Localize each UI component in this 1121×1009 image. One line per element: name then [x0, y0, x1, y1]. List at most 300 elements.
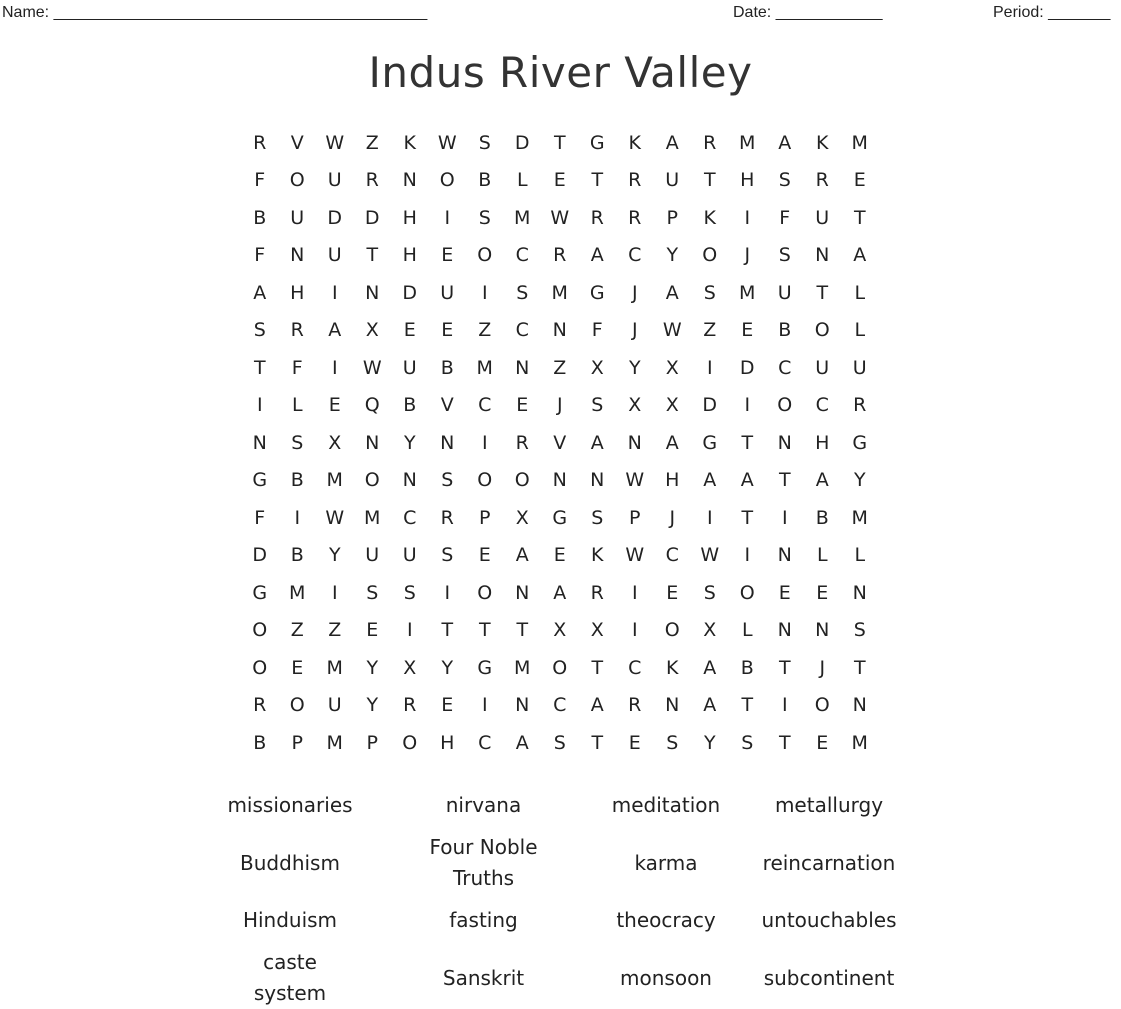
grid-cell: X [665, 356, 679, 379]
grid-cell: T [741, 694, 754, 717]
grid-cell: T [253, 356, 266, 379]
grid-cell: M [739, 131, 756, 154]
grid-cell: C [778, 356, 792, 379]
grid-cell: I [744, 206, 751, 229]
grid-cell: K [816, 131, 829, 154]
grid-cell: U [815, 206, 830, 229]
grid-cell: C [478, 394, 492, 417]
grid-cell: C [403, 506, 417, 529]
grid-cell: W [362, 356, 382, 379]
grid-cell: M [326, 469, 343, 492]
grid-cell: S [441, 544, 454, 567]
grid-cell: T [516, 619, 529, 642]
grid-cell: R [590, 206, 604, 229]
grid-row [241, 462, 879, 500]
grid-cell: O [814, 319, 830, 342]
grid-row [241, 424, 879, 462]
grid-cell: Y [366, 694, 379, 717]
grid-cell: I [781, 506, 788, 529]
grid-row [241, 124, 879, 162]
word-nirvana: nirvana [445, 793, 522, 817]
grid-cell: R [440, 506, 454, 529]
grid-cell: B [778, 319, 792, 342]
grid-cell: N [665, 694, 680, 717]
grid-cell: D [364, 206, 380, 229]
grid-cell: T [366, 244, 379, 267]
grid-cell: N [777, 431, 792, 454]
grid-cell: A [853, 244, 867, 267]
grid-cell: Z [365, 131, 379, 154]
grid-cell: B [740, 656, 754, 679]
grid-cell: O [477, 469, 493, 492]
grid-cell: I [406, 619, 413, 642]
grid-cell: N [365, 431, 380, 454]
grid-cell: S [778, 244, 791, 267]
grid-cell: U [440, 281, 455, 304]
grid-cell: O [664, 619, 680, 642]
grid-cell: D [402, 281, 418, 304]
grid-cell: A [703, 694, 717, 717]
grid-cell: T [741, 506, 754, 529]
grid-cell: R [853, 394, 867, 417]
grid-cell: A [665, 131, 679, 154]
grid-cell: X [628, 394, 642, 417]
grid-cell: H [740, 169, 755, 192]
grid-cell: X [328, 431, 342, 454]
grid-cell: H [440, 731, 455, 754]
grid-cell: S [291, 431, 304, 454]
grid-row [241, 312, 879, 350]
grid-cell: J [744, 244, 751, 267]
grid-cell: S [853, 619, 866, 642]
grid-cell: R [628, 694, 642, 717]
grid-cell: D [702, 394, 718, 417]
grid-row [241, 612, 879, 650]
grid-cell: I [294, 506, 301, 529]
grid-cell: Y [366, 656, 379, 679]
grid-cell: A [740, 469, 754, 492]
grid-cell: H [665, 469, 680, 492]
grid-cell: I [631, 619, 638, 642]
grid-cell: N [402, 469, 417, 492]
grid-cell: W [625, 544, 645, 567]
grid-cell: K [403, 131, 416, 154]
name-field[interactable]: Name: __________________________________________ [2, 4, 428, 21]
grid-cell: S [441, 469, 454, 492]
grid-cell: A [778, 131, 792, 154]
grid-cell: X [703, 619, 717, 642]
grid-cell: M [326, 731, 343, 754]
grid-cell: U [665, 169, 680, 192]
letter-grid [241, 124, 879, 762]
grid-cell: K [628, 131, 641, 154]
grid-cell: G [477, 656, 493, 679]
grid-cell: R [253, 131, 267, 154]
grid-cell: U [365, 544, 380, 567]
grid-cell: L [291, 394, 303, 417]
grid-row [241, 724, 879, 762]
grid-cell: E [478, 544, 491, 567]
grid-cell: T [703, 169, 716, 192]
grid-cell: Y [441, 656, 454, 679]
grid-cell: I [781, 694, 788, 717]
word-reincarnation: reincarnation [762, 850, 896, 875]
grid-cell: E [853, 169, 866, 192]
grid-cell: U [777, 281, 792, 304]
grid-cell: S [703, 281, 716, 304]
word-untouchables: untouchables [761, 908, 897, 932]
grid-cell: H [290, 281, 305, 304]
grid-cell: Y [703, 731, 716, 754]
grid-cell: E [441, 319, 454, 342]
grid-cell: A [703, 469, 717, 492]
grid-cell: Q [364, 394, 380, 417]
grid-cell: C [628, 244, 642, 267]
grid-cell: N [515, 581, 530, 604]
grid-cell: E [291, 656, 304, 679]
grid-cell: I [631, 581, 638, 604]
grid-cell: C [515, 244, 529, 267]
grid-cell: J [631, 319, 638, 342]
grid-cell: T [778, 469, 791, 492]
period-field[interactable]: Period: _______ [993, 4, 1111, 21]
grid-cell: H [815, 431, 830, 454]
word-metallurgy: metallurgy [774, 793, 884, 817]
grid-cell: Z [290, 619, 304, 642]
grid-cell: M [851, 731, 868, 754]
grid-cell: A [515, 544, 529, 567]
grid-cell: J [669, 506, 676, 529]
grid-cell: O [252, 656, 268, 679]
word-meditation: meditation [611, 793, 721, 817]
grid-cell: O [777, 394, 793, 417]
grid-row [241, 199, 879, 237]
grid-cell: F [779, 206, 791, 229]
grid-cell: D [252, 544, 268, 567]
grid-cell: M [851, 131, 868, 154]
grid-cell: X [365, 319, 379, 342]
grid-cell: S [478, 131, 491, 154]
grid-cell: G [702, 431, 718, 454]
word-subcontinent: subcontinent [763, 965, 895, 990]
grid-cell: J [631, 281, 638, 304]
grid-cell: X [403, 656, 417, 679]
grid-cell: B [290, 544, 304, 567]
grid-cell: S [703, 581, 716, 604]
grid-cell: K [591, 544, 604, 567]
grid-cell: Z [478, 319, 492, 342]
grid-cell: E [741, 319, 754, 342]
grid-row [241, 687, 879, 725]
grid-cell: H [402, 206, 417, 229]
grid-cell: Y [403, 431, 416, 454]
grid-cell: A [665, 431, 679, 454]
grid-cell: I [444, 581, 451, 604]
grid-cell: M [551, 281, 568, 304]
grid-cell: P [366, 731, 378, 754]
grid-cell: S [403, 581, 416, 604]
grid-cell: Z [553, 356, 567, 379]
grid-cell: I [481, 694, 488, 717]
grid-cell: Z [703, 319, 717, 342]
date-field[interactable]: Date: ____________ [733, 4, 883, 21]
grid-cell: G [589, 131, 605, 154]
grid-cell: S [478, 206, 491, 229]
grid-cell: I [744, 544, 751, 567]
grid-cell: A [590, 431, 604, 454]
grid-cell: H [402, 244, 417, 267]
grid-cell: W [437, 131, 457, 154]
grid-cell: O [477, 581, 493, 604]
grid-row [241, 537, 879, 575]
grid-cell: N [515, 694, 530, 717]
grid-cell: E [628, 731, 641, 754]
grid-cell: O [739, 581, 755, 604]
grid-row [241, 649, 879, 687]
grid-cell: R [590, 581, 604, 604]
grid-cell: E [553, 544, 566, 567]
grid-cell: W [662, 319, 682, 342]
grid-cell: S [741, 731, 754, 754]
grid-cell: E [666, 581, 679, 604]
grid-cell: R [365, 169, 379, 192]
grid-cell: L [854, 319, 866, 342]
grid-cell: M [326, 656, 343, 679]
grid-cell: U [815, 356, 830, 379]
grid-cell: A [515, 731, 529, 754]
grid-cell: J [819, 656, 826, 679]
grid-cell: N [365, 281, 380, 304]
grid-cell: A [590, 694, 604, 717]
grid-cell: S [366, 581, 379, 604]
word-fasting: fasting [449, 908, 518, 932]
grid-cell: L [854, 281, 866, 304]
grid-cell: B [253, 731, 267, 754]
grid-cell: M [364, 506, 381, 529]
grid-cell: X [553, 619, 567, 642]
grid-cell: C [665, 544, 679, 567]
word-theocracy: theocracy [616, 908, 716, 932]
grid-cell: T [816, 281, 829, 304]
grid-cell: E [366, 619, 379, 642]
grid-cell: K [703, 206, 716, 229]
grid-cell: J [556, 394, 563, 417]
grid-cell: R [628, 206, 642, 229]
grid-cell: N [552, 469, 567, 492]
grid-cell: N [402, 169, 417, 192]
grid-cell: O [814, 694, 830, 717]
grid-cell: T [741, 431, 754, 454]
grid-cell: G [252, 581, 268, 604]
word-four-noble-truths: Four Noble Truths [429, 835, 538, 890]
grid-cell: F [254, 244, 266, 267]
grid-cell: R [403, 694, 417, 717]
grid-cell: N [515, 356, 530, 379]
grid-cell: E [516, 394, 529, 417]
grid-cell: E [328, 394, 341, 417]
grid-cell: N [627, 431, 642, 454]
grid-cell: L [741, 619, 753, 642]
grid-cell: O [289, 169, 305, 192]
grid-cell: O [252, 619, 268, 642]
grid-cell: X [590, 356, 604, 379]
grid-cell: Y [328, 544, 341, 567]
grid-cell: N [552, 319, 567, 342]
grid-cell: N [815, 619, 830, 642]
grid-cell: T [778, 656, 791, 679]
grid-cell: N [777, 544, 792, 567]
grid-cell: A [328, 319, 342, 342]
grid-cell: U [327, 169, 342, 192]
grid-cell: F [291, 356, 303, 379]
grid-cell: D [739, 356, 755, 379]
grid-cell: M [514, 206, 531, 229]
grid-cell: V [553, 431, 567, 454]
grid-cell: U [290, 206, 305, 229]
grid-cell: A [703, 656, 717, 679]
grid-cell: L [816, 544, 828, 567]
grid-cell: A [553, 581, 567, 604]
word-bank [205, 785, 925, 1009]
grid-cell: N [815, 244, 830, 267]
grid-cell: W [325, 131, 345, 154]
grid-cell: N [852, 581, 867, 604]
grid-cell: W [625, 469, 645, 492]
grid-cell: S [516, 281, 529, 304]
grid-row [241, 387, 879, 425]
grid-cell: I [706, 506, 713, 529]
grid-cell: U [852, 356, 867, 379]
page-title: Indus River Valley [368, 48, 753, 97]
grid-cell: F [254, 169, 266, 192]
word-caste-system: caste system [253, 950, 327, 1005]
grid-cell: D [514, 131, 530, 154]
word-sanskrit: Sanskrit [442, 965, 525, 990]
grid-cell: R [290, 319, 304, 342]
grid-cell: E [816, 731, 829, 754]
grid-row [241, 162, 879, 200]
grid-cell: C [515, 319, 529, 342]
grid-cell: F [254, 506, 266, 529]
grid-cell: S [778, 169, 791, 192]
grid-cell: D [327, 206, 343, 229]
grid-cell: X [515, 506, 529, 529]
grid-cell: K [666, 656, 679, 679]
grid-cell: I [481, 431, 488, 454]
grid-cell: O [402, 731, 418, 754]
grid-cell: M [514, 656, 531, 679]
grid-cell: E [441, 244, 454, 267]
grid-cell: A [590, 244, 604, 267]
grid-row [241, 274, 879, 312]
grid-cell: R [815, 169, 829, 192]
word-buddhism: Buddhism [240, 850, 340, 875]
grid-cell: O [289, 694, 305, 717]
grid-cell: S [666, 731, 679, 754]
grid-cell: T [853, 656, 866, 679]
grid-cell: N [290, 244, 305, 267]
grid-cell: R [703, 131, 717, 154]
grid-cell: O [514, 469, 530, 492]
grid-cell: R [628, 169, 642, 192]
grid-cell: Y [853, 469, 866, 492]
grid-cell: I [706, 356, 713, 379]
grid-cell: P [666, 206, 678, 229]
grid-cell: I [744, 394, 751, 417]
grid-cell: M [289, 581, 306, 604]
grid-cell: T [591, 169, 604, 192]
grid-cell: V [440, 394, 454, 417]
grid-cell: E [778, 581, 791, 604]
grid-cell: I [444, 206, 451, 229]
grid-row [241, 574, 879, 612]
grid-cell: U [327, 694, 342, 717]
grid-cell: M [476, 356, 493, 379]
word-karma: karma [634, 850, 698, 875]
word-monsoon: monsoon [620, 965, 712, 990]
grid-cell: W [550, 206, 570, 229]
grid-cell: X [665, 394, 679, 417]
grid-cell: C [553, 694, 567, 717]
word-hinduism: Hinduism [242, 908, 338, 932]
grid-cell: N [590, 469, 605, 492]
word-missionaries: missionaries [227, 793, 353, 817]
grid-cell: E [441, 694, 454, 717]
grid-cell: N [777, 619, 792, 642]
grid-cell: R [515, 431, 529, 454]
grid-cell: O [439, 169, 455, 192]
grid-cell: O [477, 244, 493, 267]
grid-cell: W [325, 506, 345, 529]
grid-cell: O [364, 469, 380, 492]
grid-cell: E [553, 169, 566, 192]
grid-cell: G [589, 281, 605, 304]
grid-cell: T [853, 206, 866, 229]
grid-cell: U [402, 544, 417, 567]
grid-cell: T [478, 619, 491, 642]
grid-cell: U [327, 244, 342, 267]
grid-cell: N [852, 694, 867, 717]
grid-cell: G [852, 431, 868, 454]
grid-cell: W [700, 544, 720, 567]
grid-cell: I [481, 281, 488, 304]
grid-cell: B [290, 469, 304, 492]
grid-cell: C [478, 731, 492, 754]
grid-cell: A [815, 469, 829, 492]
grid-cell: Y [666, 244, 679, 267]
grid-cell: P [479, 506, 491, 529]
grid-cell: B [815, 506, 829, 529]
grid-cell: X [590, 619, 604, 642]
grid-cell: P [629, 506, 641, 529]
grid-cell: P [291, 731, 303, 754]
grid-cell: I [331, 581, 338, 604]
grid-cell: I [331, 281, 338, 304]
grid-cell: V [290, 131, 304, 154]
grid-cell: C [628, 656, 642, 679]
grid-cell: T [591, 731, 604, 754]
grid-cell: B [403, 394, 417, 417]
grid-cell: C [815, 394, 829, 417]
grid-cell: R [553, 244, 567, 267]
grid-cell: A [665, 281, 679, 304]
grid-cell: F [591, 319, 603, 342]
grid-cell: L [516, 169, 528, 192]
grid-cell: Z [328, 619, 342, 642]
grid-cell: G [252, 469, 268, 492]
grid-cell: S [253, 319, 266, 342]
grid-cell: G [552, 506, 568, 529]
